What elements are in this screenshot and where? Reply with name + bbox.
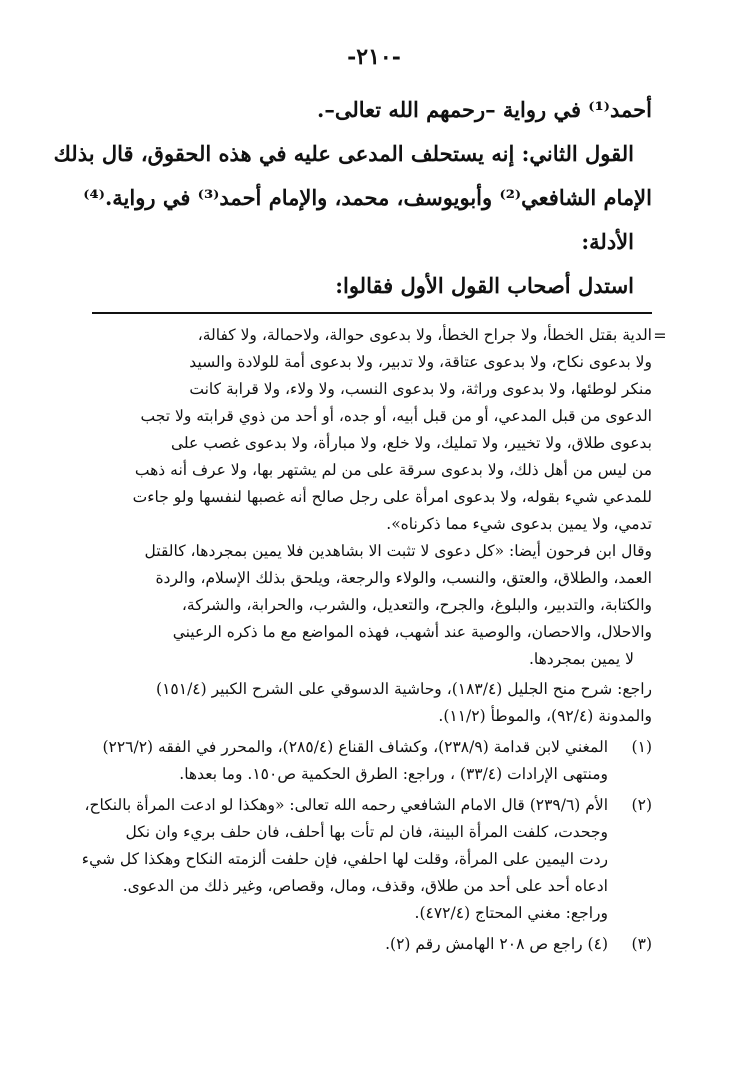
section-heading: الأدلة:: [581, 229, 634, 254]
footnote-line: تدمي، ولا يمين بدعوى شيء مما ذكرناه».: [386, 515, 652, 533]
footnote-line: راجع: شرح منح الجليل (١٨٣/٤)، وحاشية الدسوقي على الشرح الكبير (١٥١/٤): [156, 680, 652, 698]
footnote-line: والمدونة (٩٢/٤)، والموطأ (١١/٢).: [438, 707, 652, 725]
footnote-line: من ليس من أهل ذلك، ولا بدعوى سرقة على من لم يشتهر بها، ولا عرف أنه ذهب: [134, 461, 652, 479]
footnote-continuation-mark: =: [653, 326, 667, 345]
main-line: القول الثاني: إنه يستحلف المدعى عليه في هذه الحقوق، قال بذلك: [53, 141, 634, 166]
footnote-line: ولا بدعوى نكاح، ولا بدعوى عتاقة، ولا تدبير، ولا بدعوى أمة للولادة والسيد: [189, 353, 652, 371]
main-line: أحمد⁽¹⁾ في رواية –رحمهم الله تعالى–.: [317, 97, 652, 122]
farhoun-quote: [92, 538, 652, 673]
footnote-number: (١): [631, 738, 652, 756]
footnote-2: [81, 792, 652, 927]
footnote-line: للمدعي شيء بقوله، ولا بدعوى امرأة على رجل صالح أنه غصبها لنفسها ولو جاءت: [132, 488, 652, 506]
footnote-line: منكر لوطئها، ولا بدعوى وراثة، ولا بدعوى النسب، ولا ولاء، ولا قرابة كانت: [189, 380, 652, 398]
footnote-line: وراجع: مغني المحتاج (٤٧٢/٤).: [414, 904, 608, 922]
footnote-1: [92, 734, 652, 788]
footnote-3: [92, 931, 652, 958]
main-text: [53, 88, 652, 308]
footnote-line: الدية بقتل الخطأ، ولا جراح الخطأ، ولا بدعوى حوالة، ولاحمالة، ولا كفالة،: [197, 326, 652, 344]
footnote-line: وقال ابن فرحون أيضا: «كل دعوى لا تثبت الا بشاهدين فلا يمين بمجردها، كالقتل: [144, 542, 652, 560]
footnote-separator: [92, 312, 652, 314]
reference-block: [92, 676, 652, 730]
footnote-line: ردت اليمين على المرأة، وقلت لها احلفي، فإن حلفت ألزمته النكاح وهكذا كل شيء: [81, 850, 608, 868]
footnote-line: ادعاه أحد على أحد من طلاق، وقذف، ومال، وقصاص، وغير ذلك من الدعوى.: [122, 877, 608, 895]
page-number: -٢١٠-: [347, 44, 401, 70]
footnote-number: (٣): [631, 935, 652, 953]
footnote-line: لا يمين بمجردها.: [528, 650, 634, 668]
footnote-number: (٢): [631, 796, 652, 814]
footnote-line: وجحدت، كلفت المرأة البينة، فان لم تأت بها أحلف، فان حلف بريء وان نكل: [125, 823, 608, 841]
footnote-line: الدعوى من قبل المدعي، أو من قبل أبيه، أو جده، أو أحد من ذوي قرابته ولا تجب: [140, 407, 652, 425]
footnote-line: الأم (٢٣٩/٦) قال الامام الشافعي رحمه الله تعالى: «وهكذا لو ادعت المرأة بالنكاح،: [84, 796, 608, 814]
footnote-continuation: [92, 322, 652, 538]
footnotes-area: [81, 322, 652, 958]
main-line: الإمام الشافعي⁽²⁾ وأبويوسف، محمد، والإمام أحمد⁽³⁾ في رواية.⁽⁴⁾: [83, 185, 652, 210]
footnote-line: بدعوى طلاق، ولا تخيير، ولا تمليك، ولا خلع، ولا مبارأة، ولا بدعوى غصب على: [171, 434, 652, 452]
footnote-line: المغني لابن قدامة (٢٣٨/٩)، وكشاف القناع (٢٨٥/٤)، والمحرر في الفقه (٢٢٦/٢): [102, 738, 608, 756]
footnote-line: والاحلال، والاحصان، والوصية عند أشهب، فهذه المواضع مع ما ذكره الرعيني: [172, 623, 652, 641]
main-line: استدل أصحاب القول الأول فقالوا:: [335, 273, 634, 298]
footnote-line: ومنتهى الإرادات (٣٣/٤) ، وراجع: الطرق الحكمية ص١٥٠. وما بعدها.: [179, 765, 608, 783]
footnote-line: والكتابة، والتدبير، والبلوغ، والجرح، والتعديل، والشرب، والحرابة، والشركة،: [181, 596, 652, 614]
footnote-line: العمد، والطلاق، والعتق، والنسب، والولاء والرجعة، ويلحق بذلك الإسلام، والردة: [155, 569, 652, 587]
footnote-line: (٤) راجع ص ٢٠٨ الهامش رقم (٢).: [385, 935, 608, 953]
